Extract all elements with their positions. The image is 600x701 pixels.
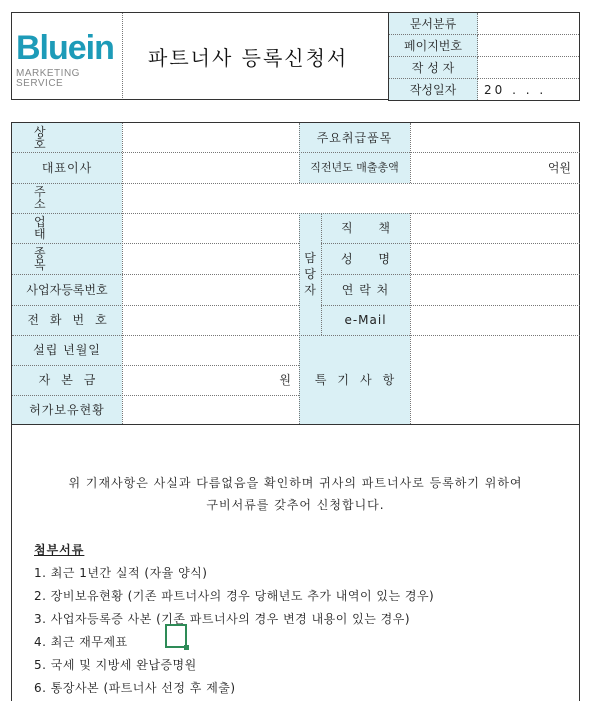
name-field[interactable] [410, 243, 579, 274]
grid-line [12, 395, 299, 396]
company-name-field[interactable] [122, 123, 299, 152]
logo-wordmark: Bluein [16, 29, 114, 67]
grid-line [12, 243, 299, 244]
business-item-label: 종 목 [12, 243, 122, 274]
name-label: 성 명 [321, 243, 410, 274]
grid-line [321, 243, 580, 244]
contact-label: 연 락 처 [321, 274, 410, 305]
attachment-item: 6. 통장사본 (파트너사 선정 후 제출) [34, 681, 236, 695]
founded-field[interactable] [122, 335, 299, 365]
attachment-item: 5. 국세 및 지방세 완납증명원 [34, 658, 197, 672]
sales-field[interactable] [410, 152, 579, 183]
grid-line [299, 123, 300, 183]
form-grid-bottom-border [11, 424, 580, 425]
attachment-item: 4. 최근 재무제표 [34, 635, 128, 649]
page-number-label: 페이지번호 [389, 35, 478, 57]
grid-line [12, 183, 580, 184]
attachment-item: 1. 최근 1년간 실적 (자율 양식) [34, 566, 208, 580]
document-title: 파트너사 등록신청서 [122, 12, 389, 100]
licenses-field[interactable] [122, 395, 299, 424]
contact-field[interactable] [410, 274, 579, 305]
attachment-item: 2. 장비보유현황 (기존 파트너사의 경우 당해년도 추가 내역이 있는 경우) [34, 589, 435, 603]
email-label: e-Mail [321, 305, 410, 335]
main-items-label: 주요취급품목 [299, 123, 410, 152]
manager-label [299, 213, 321, 335]
licenses-label: 허가보유현황 [12, 395, 122, 424]
attachment-item: 3. 사업자등록증 사본 (기존 파트너사의 경우 변경 내용이 있는 경우) [34, 612, 411, 626]
biz-reg-no-label: 사업자등록번호 [12, 274, 122, 305]
position-label: 직 책 [321, 213, 410, 243]
main-items-field[interactable] [410, 123, 579, 152]
grid-line [12, 335, 580, 336]
grid-line [410, 213, 411, 424]
doc-category-label: 문서분류 [389, 13, 478, 35]
page-number-field[interactable] [478, 35, 580, 57]
remarks-label: 특기사항 [299, 335, 410, 424]
grid-line [321, 274, 580, 275]
business-type-label: 업 태 [12, 213, 122, 243]
company-name-label: 상 호 [12, 123, 122, 152]
address-label: 주 소 [12, 183, 122, 213]
position-field[interactable] [410, 213, 579, 243]
grid-line [321, 213, 322, 335]
author-label: 작 성 자 [389, 57, 478, 79]
capital-label: 자본금 [12, 365, 122, 395]
manager-char-2: 당 [304, 267, 316, 281]
capital-unit: 원 [279, 373, 291, 387]
remarks-field[interactable] [410, 335, 579, 424]
grid-line [12, 213, 580, 214]
grid-line [299, 213, 300, 424]
selected-cell-cursor[interactable] [165, 624, 187, 648]
capital-field[interactable] [122, 365, 299, 395]
sales-label: 직전년도 매출총액 [299, 152, 410, 183]
author-field[interactable] [478, 57, 580, 79]
address-field[interactable] [122, 183, 579, 213]
doc-category-field[interactable] [478, 13, 580, 35]
logo-subtitle: MARKETING SERVICE [16, 68, 80, 89]
date-label: 작성일자 [389, 79, 478, 101]
phone-field[interactable] [122, 305, 299, 335]
attachments-title: 첨부서류 [34, 543, 85, 557]
ceo-field[interactable] [122, 152, 299, 183]
grid-line [12, 152, 580, 153]
grid-line [12, 365, 299, 366]
founded-label: 설립 년월일 [12, 335, 122, 365]
biz-reg-no-field[interactable] [122, 274, 299, 305]
notice-line-1: 위 기재사항은 사실과 다름없음을 확인하며 귀사의 파트너사로 등록하기 위하여 [68, 476, 523, 490]
email-field[interactable] [410, 305, 579, 335]
date-field[interactable]: 20 . . . [478, 79, 580, 101]
manager-char-3: 자 [304, 283, 316, 297]
sales-unit: 억원 [547, 160, 571, 175]
notice-line-2: 구비서류를 갖추어 신청합니다. [206, 498, 385, 512]
document-meta-table [388, 12, 580, 101]
company-logo [11, 12, 123, 100]
business-type-field[interactable] [122, 213, 299, 243]
business-item-field[interactable] [122, 243, 299, 274]
grid-line [122, 123, 123, 424]
ceo-label: 대표이사 [12, 152, 122, 183]
manager-char-1: 담 [304, 251, 316, 265]
grid-line [12, 274, 299, 275]
grid-line [410, 123, 411, 183]
grid-line [12, 305, 299, 306]
grid-line [321, 305, 580, 306]
phone-label: 전화번호 [12, 305, 122, 335]
